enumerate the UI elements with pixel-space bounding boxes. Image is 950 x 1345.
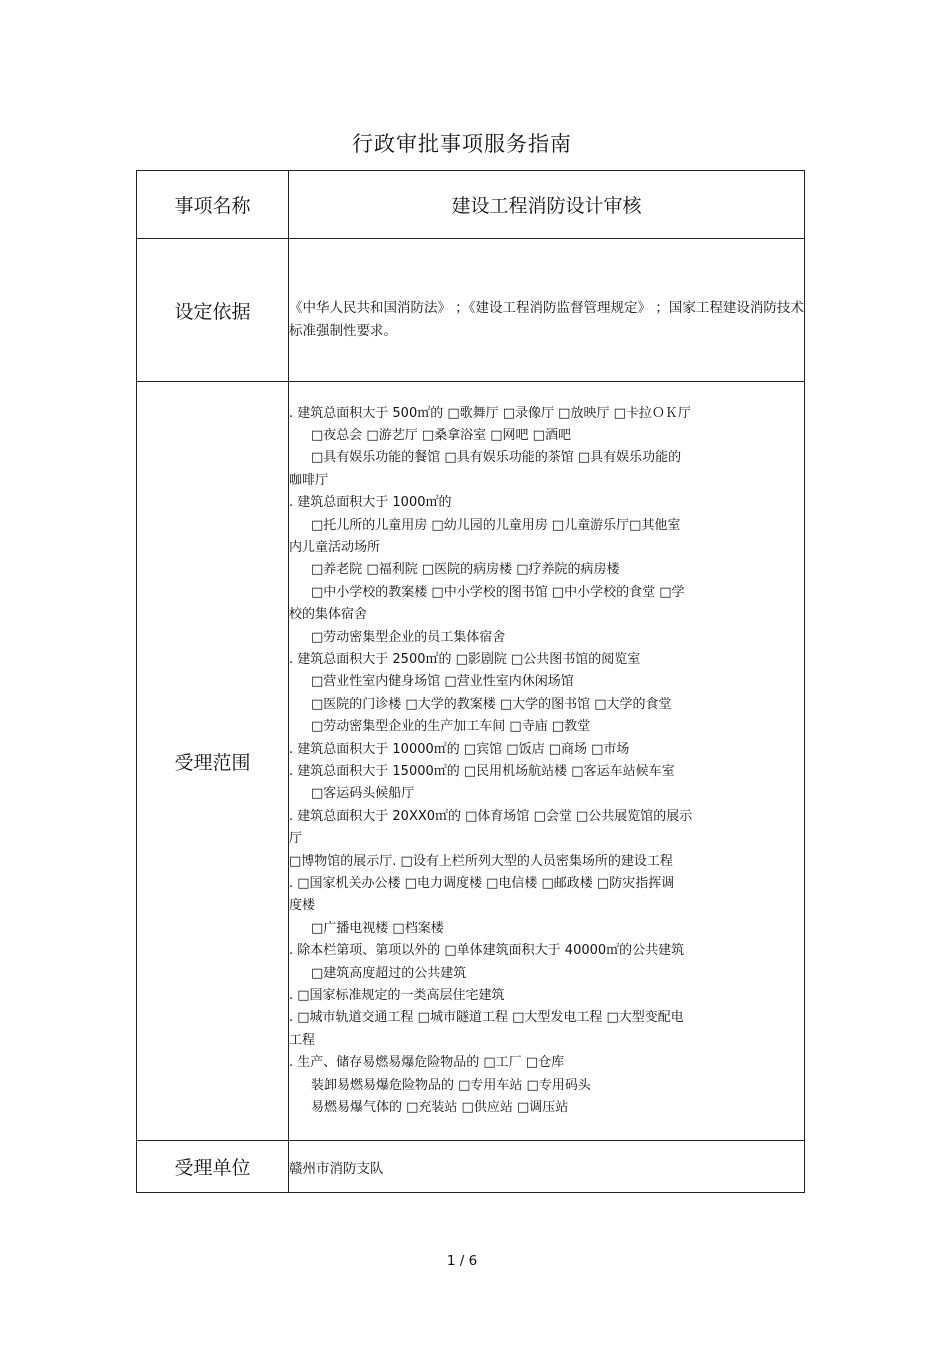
scope-line: . 建筑总面积大于 2500㎡的 □影剧院 □公共图书馆的阅览室 <box>289 651 641 667</box>
scope-line: . 建筑总面积大于 20XX0㎡的 □体育场馆 □会堂 □公共展览馆的展示 <box>289 808 693 824</box>
value-unit: 赣州市消防支队 <box>289 1141 805 1193</box>
label-item-name: 事项名称 <box>137 171 289 239</box>
scope-line: 校的集体宿舍 <box>289 607 368 623</box>
label-unit: 受理单位 <box>137 1141 289 1193</box>
scope-line: . □城市轨道交通工程 □城市隧道工程 □大型发电工程 □大型变配电 <box>289 1010 684 1026</box>
scope-line: □博物馆的展示厅. □设有上栏所列大型的人员密集场所的建设工程 <box>289 853 673 869</box>
value-scope <box>289 382 805 1141</box>
scope-line: 度楼 <box>289 898 316 914</box>
row-unit <box>137 1141 805 1193</box>
row-basis <box>137 239 805 382</box>
label-scope: 受理范围 <box>137 382 289 1141</box>
label-basis: 设定依据 <box>137 239 289 382</box>
scope-line: □劳动密集型企业的生产加工车间 □寺庙 □教堂 <box>311 719 591 735</box>
scope-line: □医院的门诊楼 □大学的教案楼 □大学的图书馆 □大学的食堂 <box>311 696 672 712</box>
scope-line: □劳动密集型企业的员工集体宿舍 <box>311 629 506 645</box>
scope-line: 咖啡厅 <box>289 472 329 488</box>
scope-line: 装卸易燃易爆危险物品的 □专用车站 □专用码头 <box>311 1077 591 1093</box>
scope-line: . 建筑总面积大于 500㎡的 □歌舞厅 □录像厅 □放映厅 □卡拉ＯＫ厅 <box>289 405 691 421</box>
scope-line: □中小学校的教案楼 □中小学校的图书馆 □中小学校的食堂 □学 <box>311 584 685 600</box>
scope-line: . 建筑总面积大于 15000㎡的 □民用机场航站楼 □客运车站候车室 <box>289 764 675 779</box>
scope-line: □客运码头候船厅 <box>311 786 415 802</box>
scope-line: . 建筑总面积大于 1000㎡的 <box>289 495 452 511</box>
value-item-name: 建设工程消防设计审核 <box>289 171 805 239</box>
basis-text: 《中华人民共和国消防法》 ；《建设工程消防监督管理规定》 ；国家工程建设消防技术标准强制性要求。 <box>289 299 804 339</box>
row-item-name <box>137 171 805 239</box>
scope-line: . 生产、储存易燃易爆危险物品的 □工厂 □仓库 <box>289 1055 565 1071</box>
scope-line: . □国家标准规定的一类高层住宅建筑 <box>289 988 505 1004</box>
scope-line: □托儿所的儿童用房 □幼儿园的儿童用房 □儿童游乐厅□其他室 <box>311 517 681 533</box>
scope-line: □广播电视楼 □档案楼 <box>311 920 444 936</box>
scope-line: 工程 <box>289 1032 316 1048</box>
scope-line: 易燃易爆气体的 □充装站 □供应站 □调压站 <box>311 1100 569 1116</box>
page-number: 1 / 6 <box>446 1253 478 1269</box>
row-scope <box>137 382 805 1141</box>
service-guide-table <box>136 170 805 1193</box>
page-title: 行政审批事项服务指南 <box>352 132 572 156</box>
value-basis <box>289 239 805 382</box>
scope-line: 内儿童活动场所 <box>289 539 381 555</box>
scope-line: □具有娱乐功能的餐馆 □具有娱乐功能的茶馆 □具有娱乐功能的 <box>311 450 682 466</box>
scope-line: □营业性室内健身场馆 □营业性室内休闲场馆 <box>311 674 574 690</box>
scope-line: □养老院 □福利院 □医院的病房楼 □疗养院的病房楼 <box>311 562 620 578</box>
scope-line: □建筑高度超过的公共建筑 <box>311 965 467 981</box>
scope-line: □夜总会 □游艺厅 □桑拿浴室 □网吧 □酒吧 <box>311 427 571 443</box>
scope-line: 厅 <box>289 831 303 847</box>
scope-line: . 除本栏第项、第项以外的 □单体建筑面积大于 40000㎡的公共建筑 <box>289 943 685 959</box>
scope-line: . □国家机关办公楼 □电力调度楼 □电信楼 □邮政楼 □防灾指挥调 <box>289 876 675 892</box>
scope-line: . 建筑总面积大于 10000㎡的 □宾馆 □饭店 □商场 □市场 <box>289 741 630 757</box>
